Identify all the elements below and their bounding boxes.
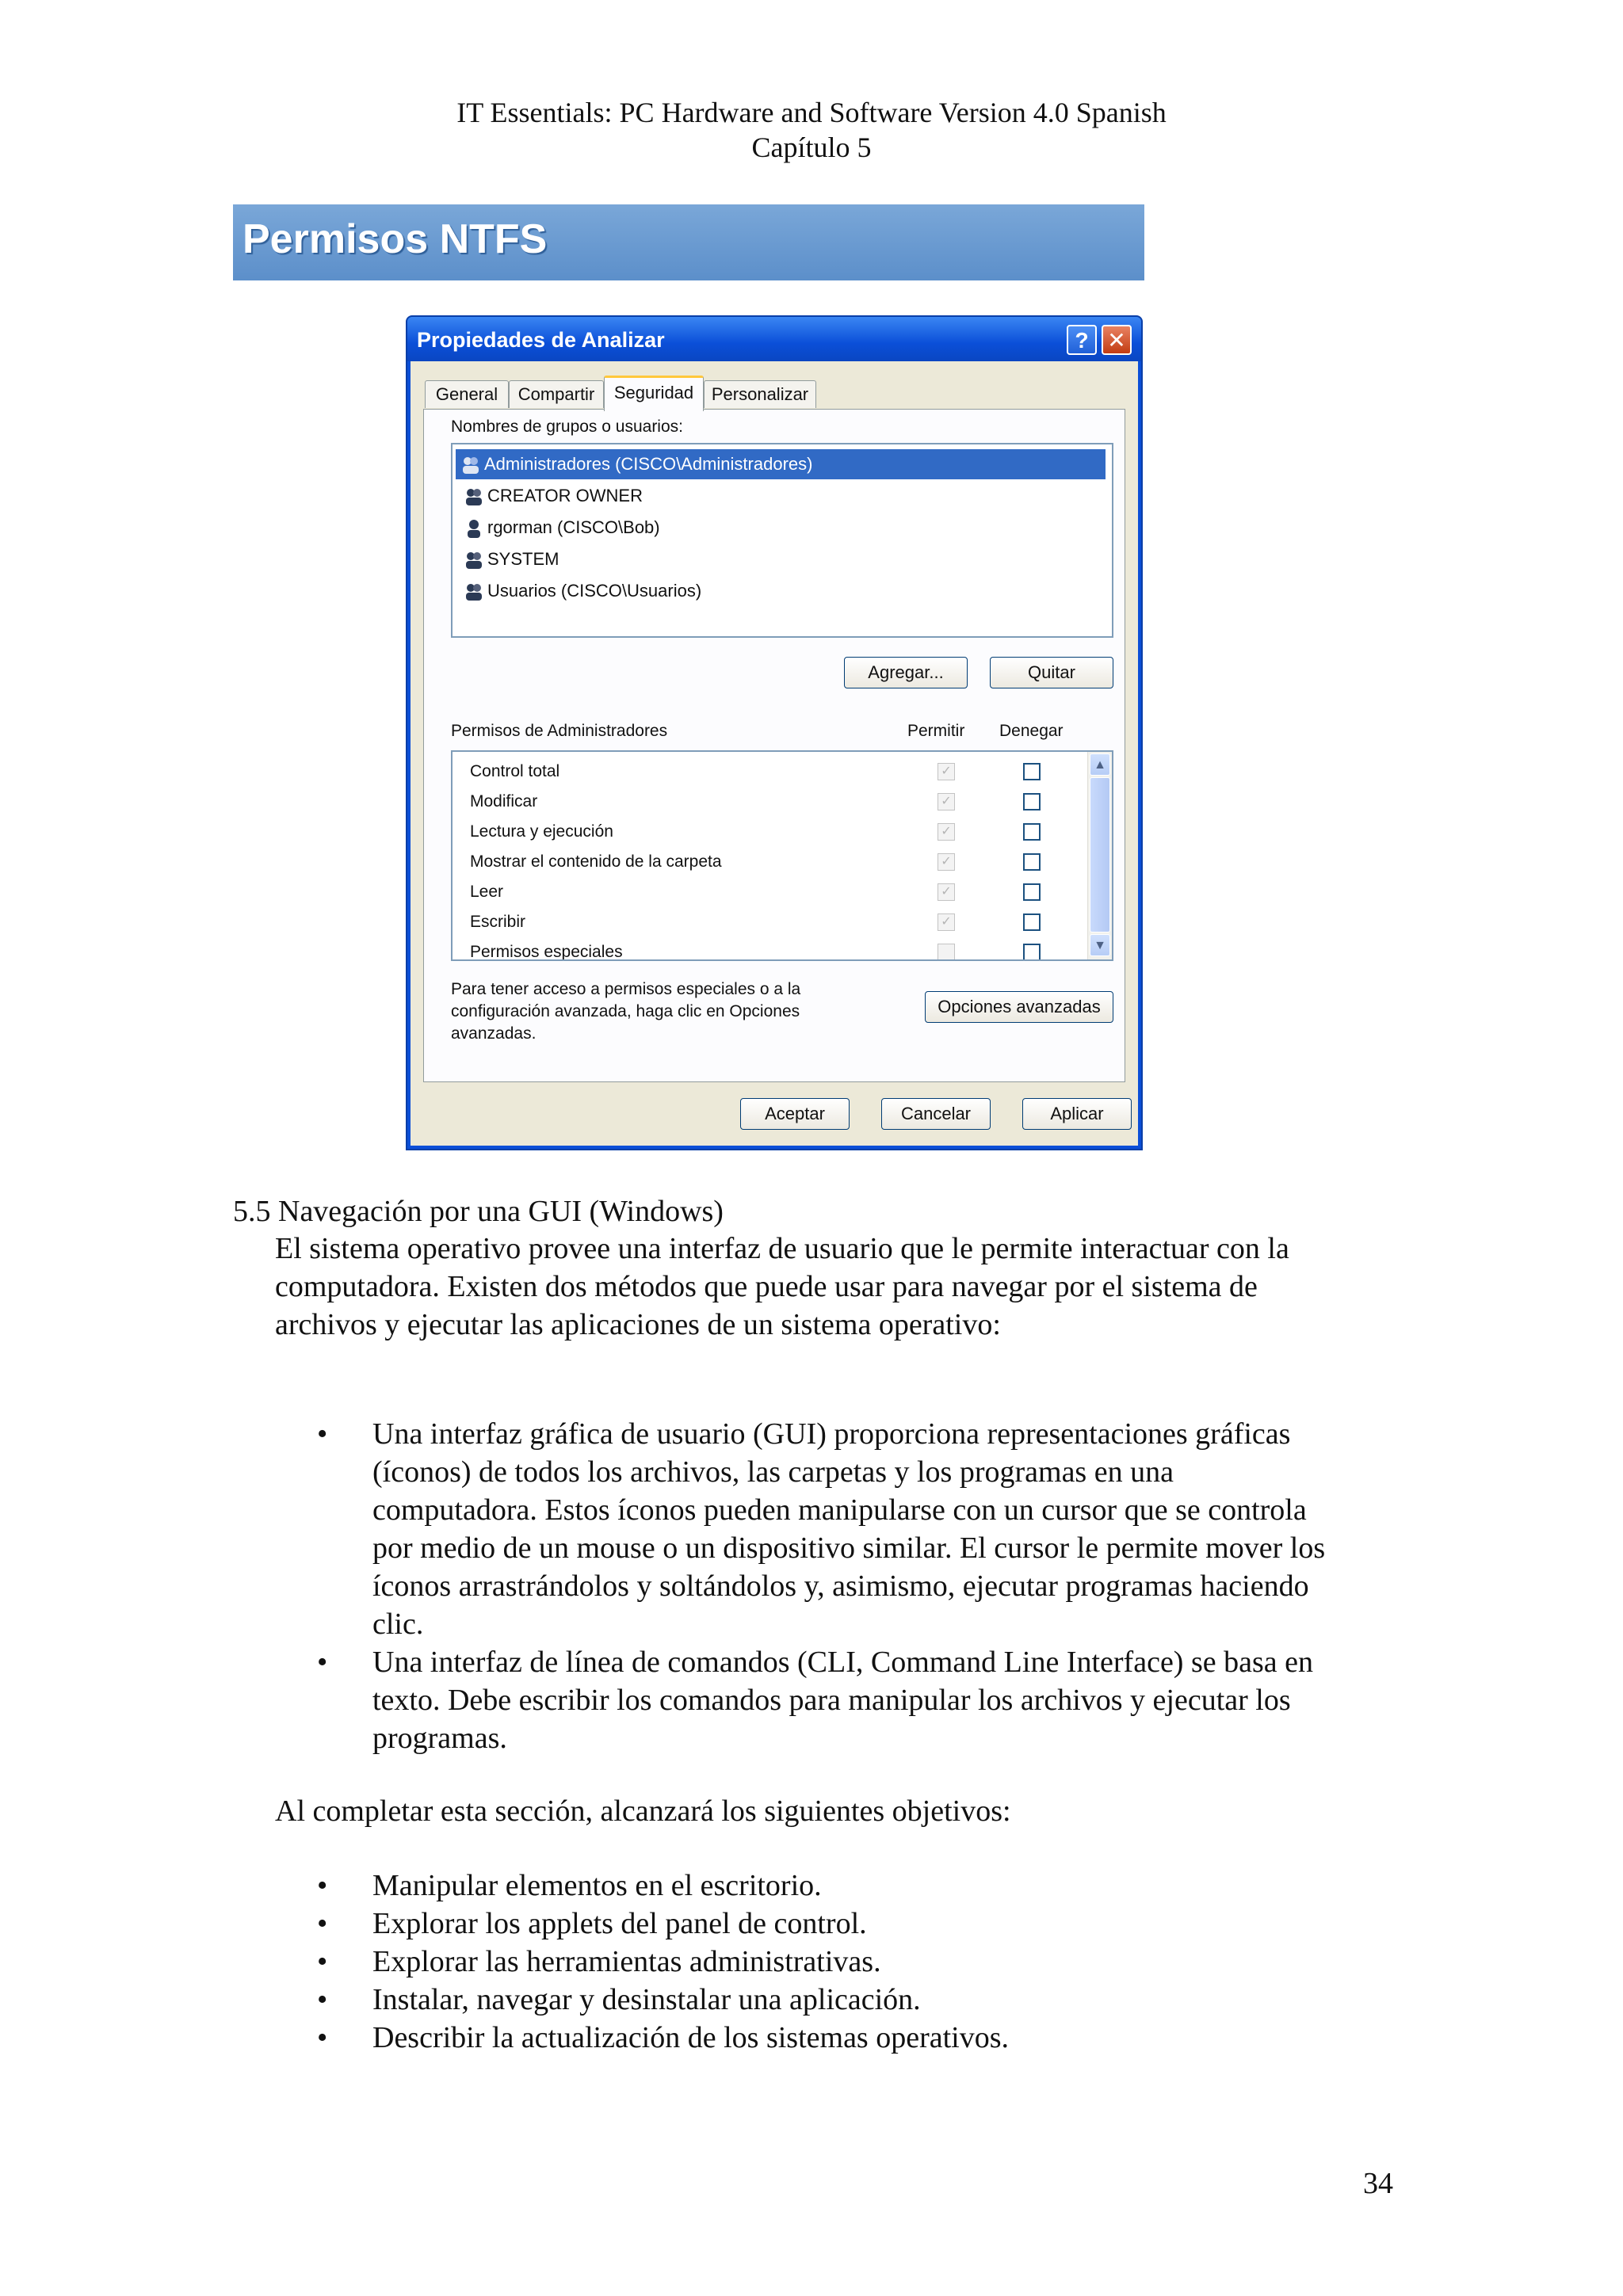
tab-seguridad[interactable]: Seguridad — [604, 376, 704, 411]
permission-row — [470, 877, 1072, 907]
security-tab-panel — [423, 409, 1125, 1082]
list-item[interactable] — [459, 513, 660, 543]
page-header — [0, 95, 1623, 165]
section-heading: 5.5 Navegación por una GUI (Windows) — [233, 1195, 724, 1228]
banner-title: Permisos NTFS — [242, 216, 548, 262]
deny-checkbox[interactable] — [1023, 883, 1041, 901]
close-button[interactable]: ✕ — [1102, 325, 1132, 355]
user-group-icon — [464, 486, 484, 507]
section-intro: El sistema operativo provee una interfaz de usuario que le permite interactuar con la computadora. Existen dos métodos que puede usar para navegar por el sistema de archivos y ejecutar las aplicaciones de un sistema operativo: — [275, 1232, 1289, 1341]
permission-row — [470, 757, 1072, 787]
add-button[interactable]: Agregar... — [844, 657, 968, 688]
allow-header: Permitir — [907, 722, 965, 740]
user-group-icon — [460, 455, 481, 475]
allow-checkbox[interactable]: ✓ — [938, 853, 955, 871]
cancel-button[interactable]: Cancelar — [881, 1098, 991, 1130]
figure-banner — [233, 204, 1144, 280]
list-item: • Una interfaz gráfica de usuario (GUI) proporciona representaciones gráficas (íconos) de todos los archivos, las carpetas y los programas en una computadora. Estos íconos pueden manipularse con un cursor que se controla por medio de un mouse o un dispositivo similar. El cursor le permite mover los íconos arrastrándolos y soltándolos y, asimismo, ejecutar programas haciendo clic. — [317, 1415, 1331, 1643]
allow-checkbox[interactable] — [938, 944, 955, 961]
list-item[interactable] — [456, 449, 1106, 479]
permissions-scrollbar[interactable] — [1087, 752, 1112, 959]
help-button[interactable]: ? — [1067, 325, 1097, 355]
properties-dialog — [406, 315, 1143, 1150]
user-name: Administradores (CISCO\Administradores) — [484, 454, 813, 474]
permission-name: Permisos especiales — [470, 943, 623, 961]
list-item: • Explorar los applets del panel de control. — [317, 1905, 1331, 1943]
user-name: SYSTEM — [487, 549, 559, 569]
deny-checkbox[interactable] — [1023, 944, 1041, 961]
permission-row — [470, 787, 1072, 817]
scroll-up-icon[interactable]: ▲ — [1090, 753, 1110, 776]
users-listbox[interactable] — [451, 443, 1113, 638]
tab-compartir[interactable]: Compartir — [509, 380, 604, 408]
user-name: rgorman (CISCO\Bob) — [487, 517, 660, 537]
user-group-icon — [464, 550, 484, 570]
page-number: 34 — [1363, 2167, 1393, 2200]
chapter-label: Capítulo 5 — [751, 132, 872, 163]
advanced-note: Para tener acceso a permisos especiales o a la configuración avanzada, haga clic en Opciones avanzadas. — [451, 980, 801, 1043]
permission-row — [470, 907, 1072, 937]
permission-name: Escribir — [470, 913, 526, 931]
remove-button[interactable]: Quitar — [990, 657, 1113, 688]
permission-name: Lectura y ejecución — [470, 822, 613, 841]
objectives-list — [317, 1867, 1331, 2057]
list-item[interactable] — [459, 544, 559, 574]
objectives-intro: Al completar esta sección, alcanzará los siguientes objetivos: — [275, 1794, 1011, 1828]
groups-label: Nombres de grupos o usuarios: — [451, 418, 683, 436]
allow-checkbox[interactable]: ✓ — [938, 823, 955, 841]
deny-checkbox[interactable] — [1023, 853, 1041, 871]
allow-checkbox[interactable]: ✓ — [938, 883, 955, 901]
deny-checkbox[interactable] — [1023, 823, 1041, 841]
permissions-list[interactable] — [451, 750, 1113, 961]
dialog-title: Propiedades de Analizar — [417, 328, 665, 352]
user-name: CREATOR OWNER — [487, 486, 643, 505]
list-item: • Instalar, navegar y desinstalar una aplicación. — [317, 1981, 1331, 2019]
dialog-client — [411, 361, 1138, 1146]
deny-checkbox[interactable] — [1023, 763, 1041, 780]
ok-button[interactable]: Aceptar — [740, 1098, 850, 1130]
user-icon — [464, 518, 484, 539]
user-name: Usuarios (CISCO\Usuarios) — [487, 581, 702, 601]
list-item: • Una interfaz de línea de comandos (CLI, Command Line Interface) se basa en texto. Debe escribir los comandos para manipular los archivos y ejecutar los programas. — [317, 1643, 1331, 1757]
deny-checkbox[interactable] — [1023, 913, 1041, 931]
permission-name: Modificar — [470, 792, 538, 810]
list-item: • Describir la actualización de los sistemas operativos. — [317, 2019, 1331, 2057]
tab-general[interactable]: General — [425, 380, 509, 408]
methods-list — [317, 1415, 1331, 1757]
allow-checkbox[interactable]: ✓ — [938, 763, 955, 780]
permission-name: Leer — [470, 883, 504, 901]
list-item: • Manipular elementos en el escritorio. — [317, 1867, 1331, 1905]
list-item[interactable] — [459, 576, 701, 606]
scroll-down-icon[interactable]: ▼ — [1090, 934, 1110, 956]
dialog-titlebar[interactable] — [407, 317, 1141, 361]
deny-header: Denegar — [999, 722, 1064, 740]
deny-checkbox[interactable] — [1023, 793, 1041, 810]
permissions-label: Permisos de Administradores — [451, 722, 668, 740]
permission-name: Control total — [470, 762, 560, 780]
permission-row — [470, 937, 1072, 961]
permission-name: Mostrar el contenido de la carpeta — [470, 852, 722, 871]
permission-row — [470, 817, 1072, 847]
tab-personalizar[interactable]: Personalizar — [704, 380, 816, 408]
user-group-icon — [464, 582, 484, 602]
permission-row — [470, 847, 1072, 877]
list-item: • Explorar las herramientas administrativas. — [317, 1943, 1331, 1981]
document-title: IT Essentials: PC Hardware and Software Version 4.0 Spanish — [456, 97, 1167, 128]
allow-checkbox[interactable]: ✓ — [938, 793, 955, 810]
advanced-options-button[interactable]: Opciones avanzadas — [925, 991, 1113, 1023]
allow-checkbox[interactable]: ✓ — [938, 913, 955, 931]
scroll-thumb[interactable] — [1090, 777, 1110, 933]
list-item[interactable] — [459, 481, 643, 511]
apply-button[interactable]: Aplicar — [1022, 1098, 1132, 1130]
